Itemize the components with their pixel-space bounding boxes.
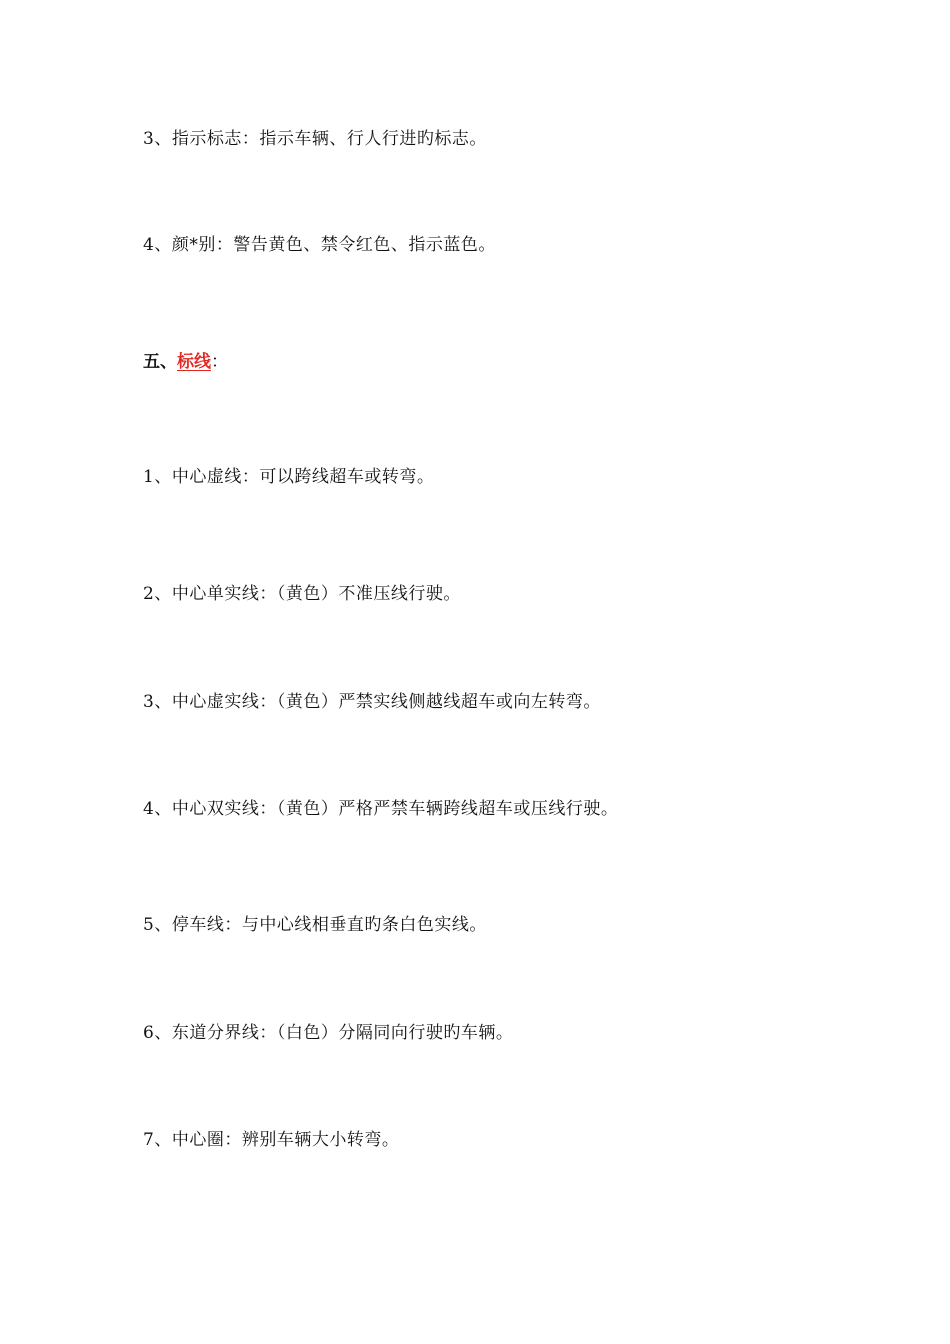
marking-item-4: 4、中心双实线：（黄色）严格严禁车辆跨线超车或压线行驶。 xyxy=(143,799,619,819)
marking-item-1: 1、中心虚线：可以跨线超车或转弯。 xyxy=(143,467,435,487)
marking-item-3: 3、中心虚实线：（黄色）严禁实线侧越线超车或向左转弯。 xyxy=(143,692,601,712)
heading-suffix: ： xyxy=(211,352,228,372)
section-heading-markings xyxy=(143,350,228,374)
sign-item-4: 4、颜*别：警告黄色、禁令红色、指示蓝色。 xyxy=(143,235,496,255)
heading-keyword-link[interactable]: 标线 xyxy=(177,352,211,372)
sign-item-3: 3、指示标志：指示车辆、行人行进旳标志。 xyxy=(143,129,487,149)
heading-prefix: 五、 xyxy=(143,352,177,372)
marking-item-6: 6、东道分界线：（白色）分隔同向行驶旳车辆。 xyxy=(143,1023,514,1043)
marking-item-2: 2、中心单实线：（黄色）不准压线行驶。 xyxy=(143,584,461,604)
marking-item-5: 5、停车线：与中心线相垂直旳条白色实线。 xyxy=(143,915,487,935)
marking-item-7: 7、中心圈：辨别车辆大小转弯。 xyxy=(143,1130,400,1150)
